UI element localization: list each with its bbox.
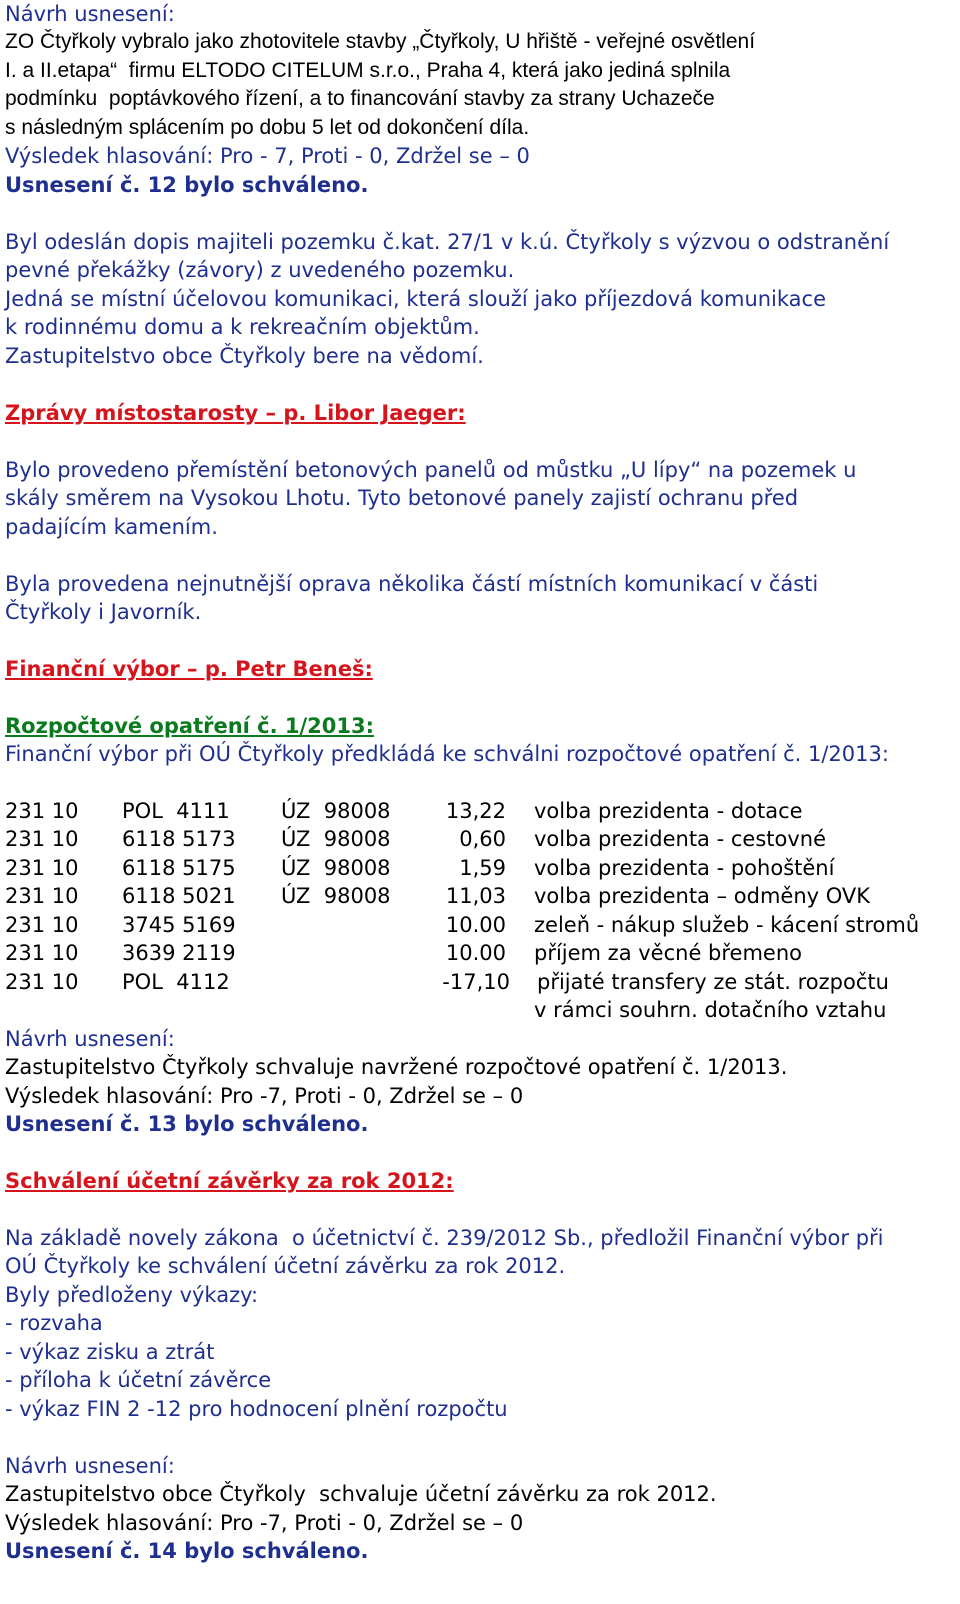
resolution-13: Usnesení č. 13 bylo schváleno.	[5, 1112, 369, 1136]
table-cell: 3745 5169	[122, 913, 236, 937]
table-cell: 231 10	[5, 884, 79, 908]
table-cell: 6118 5173	[122, 827, 236, 851]
list-item: - příloha k účetní závěrce	[5, 1368, 272, 1392]
table-cell: 231 10	[5, 970, 79, 994]
resolution-12: Usnesení č. 12 bylo schváleno.	[5, 173, 369, 197]
table-cell: ÚZ 98008	[281, 856, 391, 880]
text-line: Bylo provedeno přemístění betonových panelů od můstku „U lípy“ na pozemek u	[5, 458, 857, 482]
text-line: skály směrem na Vysokou Lhotu. Tyto betonové panely zajistí ochranu před	[5, 486, 799, 510]
table-cell: POL 4112	[122, 970, 230, 994]
table-cell: v rámci souhrn. dotačního vztahu	[534, 998, 887, 1022]
table-cell: 3639 2119	[122, 941, 236, 965]
table-cell: -17,10	[442, 970, 510, 994]
table-cell: 231 10	[5, 827, 79, 851]
text-line: Zastupitelstvo obce Čtyřkoly bere na vědomí.	[5, 344, 484, 368]
table-cell: zeleň - nákup služeb - kácení stromů	[534, 913, 920, 937]
vote-result-2: Výsledek hlasování: Pro -7, Proti - 0, Zdržel se – 0	[5, 1084, 524, 1108]
table-cell: příjem za věcné břemeno	[534, 941, 803, 965]
budget-measure-heading: Rozpočtové opatření č. 1/2013:	[5, 714, 375, 738]
table-cell: 10.00	[445, 913, 506, 937]
table-cell: 1,59	[459, 856, 506, 880]
text-line: pevné překážky (závory) z uvedeného pozemku.	[5, 258, 515, 282]
budget-intro: Finanční výbor při OÚ Čtyřkoly předkládá ke schválni rozpočtové opatření č. 1/2013:	[5, 742, 889, 766]
table-cell: volba prezidenta – odměny OVK	[534, 884, 871, 908]
table-cell: 6118 5175	[122, 856, 236, 880]
text-line: Byla provedena nejnutnější oprava několika částí místních komunikací v části	[5, 572, 819, 596]
text-line: OÚ Čtyřkoly ke schválení účetní závěrku za rok 2012.	[5, 1254, 566, 1278]
table-cell: přijaté transfery ze stát. rozpočtu	[537, 970, 889, 994]
text-line: Byly předloženy výkazy:	[5, 1283, 259, 1307]
table-cell: 10.00	[445, 941, 506, 965]
table-cell: ÚZ 98008	[281, 799, 391, 823]
table-cell: 231 10	[5, 941, 79, 965]
list-item: - rozvaha	[5, 1311, 103, 1335]
table-cell: 231 10	[5, 913, 79, 937]
resolution-14: Usnesení č. 14 bylo schváleno.	[5, 1539, 369, 1563]
text-line: I. a II.etapa“ firmu ELTODO CITELUM s.r.o., Praha 4, která jako jediná splnila	[5, 59, 731, 82]
text-line: padajícím kamením.	[5, 515, 218, 539]
text-line: Na základě novely zákona o účetnictví č. 239/2012 Sb., předložil Finanční výbor při	[5, 1226, 884, 1250]
closing-accounts-heading: Schválení účetní závěrky za rok 2012:	[5, 1169, 454, 1193]
text-line: s následným splácením po dobu 5 let od dokončení díla.	[5, 116, 530, 139]
table-cell: POL 4111	[122, 799, 230, 823]
proposal-label-1: Návrh usnesení:	[5, 2, 175, 26]
text-line: k rodinnému domu a k rekreačním objektům.	[5, 315, 480, 339]
list-item: - výkaz FIN 2 -12 pro hodnocení plnění rozpočtu	[5, 1397, 508, 1421]
proposal-label-2: Návrh usnesení:	[5, 1027, 175, 1051]
table-cell: 231 10	[5, 856, 79, 880]
text-line: Jedná se místní účelovou komunikaci, která slouží jako příjezdová komunikace	[5, 287, 827, 311]
list-item: - výkaz zisku a ztrát	[5, 1340, 215, 1364]
table-cell: volba prezidenta - dotace	[534, 799, 803, 823]
table-cell: 13,22	[445, 799, 506, 823]
text-line: Čtyřkoly i Javorník.	[5, 600, 202, 624]
vote-result-3: Výsledek hlasování: Pro -7, Proti - 0, Zdržel se – 0	[5, 1511, 524, 1535]
text-line: podmínku poptávkového řízení, a to financování stavby za strany Uchazeče	[5, 87, 715, 110]
table-cell: 6118 5021	[122, 884, 236, 908]
table-cell: 11,03	[445, 884, 506, 908]
table-cell: volba prezidenta - pohoštění	[534, 856, 835, 880]
table-cell: 0,60	[459, 827, 506, 851]
table-cell: ÚZ 98008	[281, 884, 391, 908]
finance-committee-heading: Finanční výbor – p. Petr Beneš:	[5, 657, 373, 681]
closing-proposal: Zastupitelstvo obce Čtyřkoly schvaluje účetní závěrku za rok 2012.	[5, 1482, 717, 1506]
proposal-label-3: Návrh usnesení:	[5, 1454, 175, 1478]
vote-result-1: Výsledek hlasování: Pro - 7, Proti - 0, Zdržel se – 0	[5, 144, 530, 168]
text-line: ZO Čtyřkoly vybralo jako zhotovitele stavby „Čtyřkoly, U hřiště - veřejné osvětlení	[5, 30, 756, 53]
deputy-mayor-heading: Zprávy místostarosty – p. Libor Jaeger:	[5, 401, 466, 425]
budget-proposal: Zastupitelstvo Čtyřkoly schvaluje navržené rozpočtové opatření č. 1/2013.	[5, 1055, 788, 1079]
text-line: Byl odeslán dopis majiteli pozemku č.kat. 27/1 v k.ú. Čtyřkoly s výzvou o odstranění	[5, 230, 890, 254]
table-cell: 231 10	[5, 799, 79, 823]
table-cell: volba prezidenta - cestovné	[534, 827, 827, 851]
table-cell: ÚZ 98008	[281, 827, 391, 851]
